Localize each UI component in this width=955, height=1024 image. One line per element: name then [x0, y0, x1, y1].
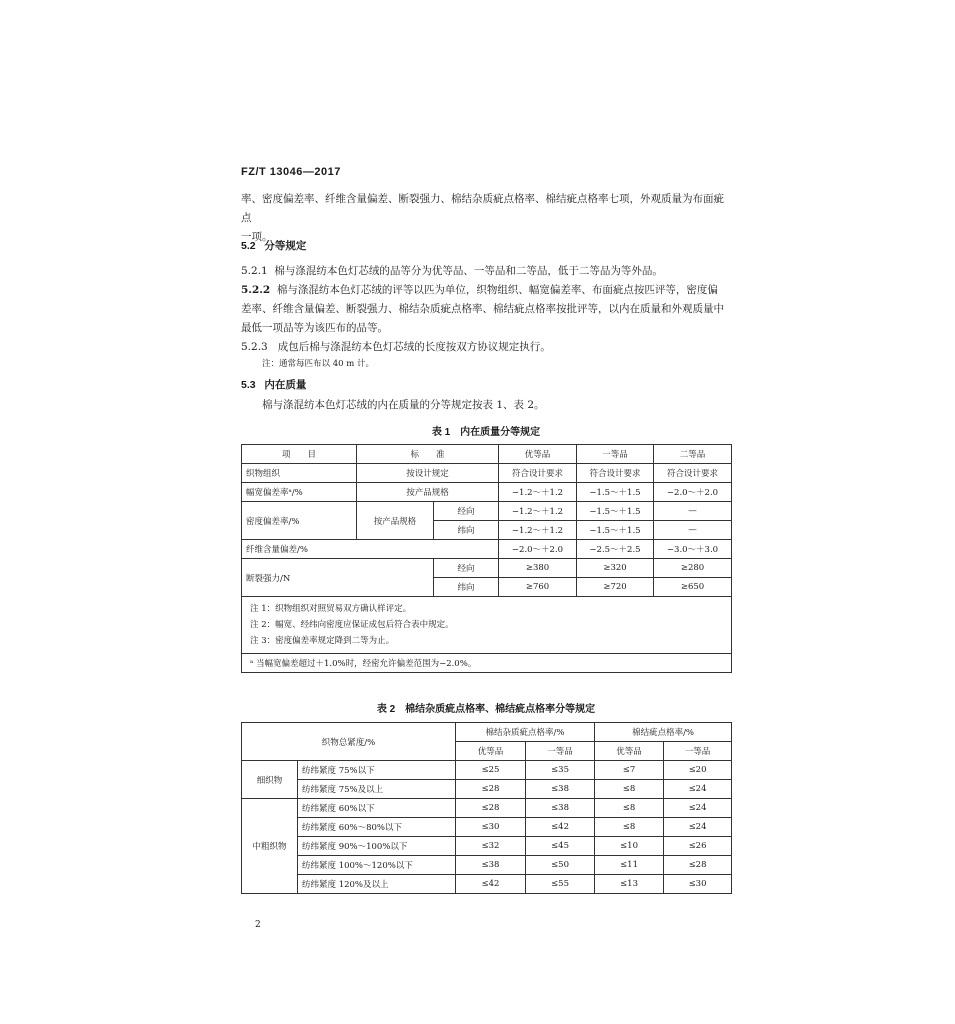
cell-value: ≤26: [664, 837, 732, 856]
table-row: [242, 780, 732, 799]
cell-value: ≤13: [595, 875, 664, 894]
table-row: [242, 818, 732, 837]
table-row: [242, 502, 732, 521]
category-medium: 中粗织物: [242, 799, 298, 894]
table-footnote: ᵃ 当幅宽偏差超过＋1.0%时，经密允许偏差范围为−2.0%。: [242, 654, 732, 673]
cell-value: ≤7: [595, 761, 664, 780]
note-2: 注 2：幅宽、经纬向密度应保证成包后符合表中规定。: [250, 620, 454, 630]
row-direction: 经向: [434, 559, 499, 578]
col-standard-header: 标 准: [357, 445, 499, 464]
table-row: [242, 559, 732, 578]
row-tightness: 纺纬紧度 75%及以上: [298, 780, 456, 799]
row-item: 纤维含量偏差/%: [242, 540, 499, 559]
row-tightness: 纺纬紧度 60%以下: [298, 799, 456, 818]
clause-text-line-2: 差率、纤维含量偏差、断裂强力、棉结杂质疵点格率、棉结疵点格率按批评等，以内在质量和外观质量中: [241, 303, 724, 315]
cell-value: ≤20: [664, 761, 732, 780]
col-grade-second-header: 二等品: [654, 445, 732, 464]
clause-text: 棉与涤混纺本色灯芯绒的品等分为优等品、一等品和二等品，低于二等品为等外品。: [274, 265, 663, 277]
cell-value: ≤8: [595, 818, 664, 837]
clause-number: 5.2.1: [241, 265, 268, 277]
cell-value: ≤30: [456, 818, 526, 837]
clause-text-line-3: 最低一项品等为该匹布的品等。: [241, 322, 388, 334]
cell-first: 符合设计要求: [577, 464, 654, 483]
row-tightness: 纺纬紧度 120%及以上: [298, 875, 456, 894]
cell-second: −2.0～＋2.0: [654, 483, 732, 502]
cell-second: ≥280: [654, 559, 732, 578]
cell-second: —: [654, 521, 732, 540]
cell-value: ≤28: [456, 799, 526, 818]
col-grade-premium-header: 优等品: [595, 742, 664, 761]
section-title: 内在质量: [264, 379, 307, 391]
cell-value: ≤55: [526, 875, 595, 894]
row-direction: 纬向: [434, 578, 499, 597]
cell-first: −1.5～＋1.5: [577, 502, 654, 521]
note-3: 注 3：密度偏差率规定降到二等为止。: [250, 636, 395, 646]
section-title: 分等规定: [264, 240, 307, 252]
cell-second: ≥650: [654, 578, 732, 597]
clause-5-2-1: [241, 262, 663, 281]
cell-value: ≤38: [526, 780, 595, 799]
cell-value: ≤24: [664, 799, 732, 818]
table-row: [242, 464, 732, 483]
row-standard: 按产品规格: [357, 483, 499, 502]
col-tightness-header: 织物总紧度/%: [242, 723, 456, 761]
table-row: [242, 761, 732, 780]
row-tightness: 纺纬紧度 90%～100%以下: [298, 837, 456, 856]
intro-paragraph: [241, 190, 731, 247]
cell-premium: −2.0～＋2.0: [499, 540, 577, 559]
cell-value: ≤24: [664, 818, 732, 837]
col-grade-first-header: 一等品: [577, 445, 654, 464]
table-notes: [242, 597, 732, 654]
row-item: 密度偏差率/%: [242, 502, 357, 540]
col-nep-impurity-header: 棉结杂质疵点格率/%: [456, 723, 595, 742]
col-item-header: 项 目: [242, 445, 357, 464]
intro-line-1: 率、密度偏差率、纤维含量偏差、断裂强力、棉结杂质疵点格率、棉结疵点格率七项，外观质量为布面疵点: [241, 193, 724, 224]
row-item: 织物组织: [242, 464, 357, 483]
col-grade-first-header: 一等品: [664, 742, 732, 761]
cell-first: ≥320: [577, 559, 654, 578]
section-number: 5.2: [241, 240, 256, 252]
table-row: [242, 856, 732, 875]
row-standard: 按设计规定: [357, 464, 499, 483]
cell-value: ≤38: [456, 856, 526, 875]
cell-value: ≤10: [595, 837, 664, 856]
table-2-caption: 表 2 棉结杂质疵点格率、棉结疵点格率分等规定: [376, 704, 596, 715]
cell-value: ≤28: [456, 780, 526, 799]
intro-line-2: 一项。: [241, 231, 273, 243]
cell-premium: 符合设计要求: [499, 464, 577, 483]
section-5-3-heading: [241, 377, 306, 392]
cell-first: −1.5～＋1.5: [577, 521, 654, 540]
table-row: [242, 875, 732, 894]
row-tightness: 纺纬紧度 60%～80%以下: [298, 818, 456, 837]
clause-number: 5.2.2: [241, 284, 271, 296]
row-direction: 纬向: [434, 521, 499, 540]
row-item: 断裂强力/N: [242, 559, 434, 597]
cell-value: ≤42: [456, 875, 526, 894]
table-row: [242, 837, 732, 856]
cell-premium: −1.2～＋1.2: [499, 502, 577, 521]
cell-value: ≤11: [595, 856, 664, 875]
cell-value: ≤28: [664, 856, 732, 875]
col-grade-first-header: 一等品: [526, 742, 595, 761]
section-5-2-heading: [241, 238, 306, 253]
section-5-3-text: 棉与涤混纺本色灯芯绒的内在质量的分等规定按表 1、表 2。: [262, 399, 545, 411]
note-1: 注 1：织物组织对照贸易双方确认样评定。: [250, 604, 412, 614]
clause-text: 成包后棉与涤混纺本色灯芯绒的长度按双方协议规定执行。: [277, 341, 551, 353]
cell-second: −3.0～＋3.0: [654, 540, 732, 559]
table-row: [242, 799, 732, 818]
cell-value: ≤24: [664, 780, 732, 799]
doc-code-header: FZ/T 13046—2017: [241, 166, 341, 178]
clause-5-2-2: [241, 281, 731, 338]
cell-first: −2.5～＋2.5: [577, 540, 654, 559]
table-notes-row: [242, 597, 732, 654]
table-2: [241, 722, 732, 894]
cell-second: 符合设计要求: [654, 464, 732, 483]
clause-5-2-3-note: 注：通常每匹布以 40 m 计。: [262, 359, 374, 369]
cell-first: ≥720: [577, 578, 654, 597]
cell-value: ≤38: [526, 799, 595, 818]
cell-value: ≤8: [595, 780, 664, 799]
col-grade-premium-header: 优等品: [499, 445, 577, 464]
col-nep-header: 棉结疵点格率/%: [595, 723, 732, 742]
cell-first: −1.5～＋1.5: [577, 483, 654, 502]
cell-value: ≤45: [526, 837, 595, 856]
cell-second: —: [654, 502, 732, 521]
section-number: 5.3: [241, 379, 256, 391]
cell-value: ≤42: [526, 818, 595, 837]
cell-value: ≤50: [526, 856, 595, 875]
table-row: [242, 540, 732, 559]
col-grade-premium-header: 优等品: [456, 742, 526, 761]
row-tightness: 纺纬紧度 75%以下: [298, 761, 456, 780]
page-number: 2: [255, 920, 261, 930]
cell-value: ≤30: [664, 875, 732, 894]
row-standard: 按产品规格: [357, 502, 434, 540]
table-2-header-row: [242, 723, 732, 742]
table-1-header-row: [242, 445, 732, 464]
clause-text-line-1: 棉与涤混纺本色灯芯绒的评等以匹为单位，织物组织、幅宽偏差率、布面疵点按匹评等，密度偏: [276, 284, 718, 296]
cell-premium: ≥760: [499, 578, 577, 597]
cell-value: ≤35: [526, 761, 595, 780]
table-1: [241, 444, 732, 673]
category-fine: 细织物: [242, 761, 298, 799]
cell-value: ≤25: [456, 761, 526, 780]
cell-value: ≤32: [456, 837, 526, 856]
cell-premium: −1.2～＋1.2: [499, 483, 577, 502]
row-item: 幅宽偏差率ᵃ/%: [242, 483, 357, 502]
cell-value: ≤8: [595, 799, 664, 818]
clause-number: 5.2.3: [241, 341, 268, 353]
table-footnote-row: [242, 654, 732, 673]
table-1-caption: 表 1 内在质量分等规定: [431, 427, 541, 438]
row-direction: 经向: [434, 502, 499, 521]
row-tightness: 纺纬紧度 100%～120%以下: [298, 856, 456, 875]
table-row: [242, 483, 732, 502]
cell-premium: −1.2～＋1.2: [499, 521, 577, 540]
cell-premium: ≥380: [499, 559, 577, 578]
